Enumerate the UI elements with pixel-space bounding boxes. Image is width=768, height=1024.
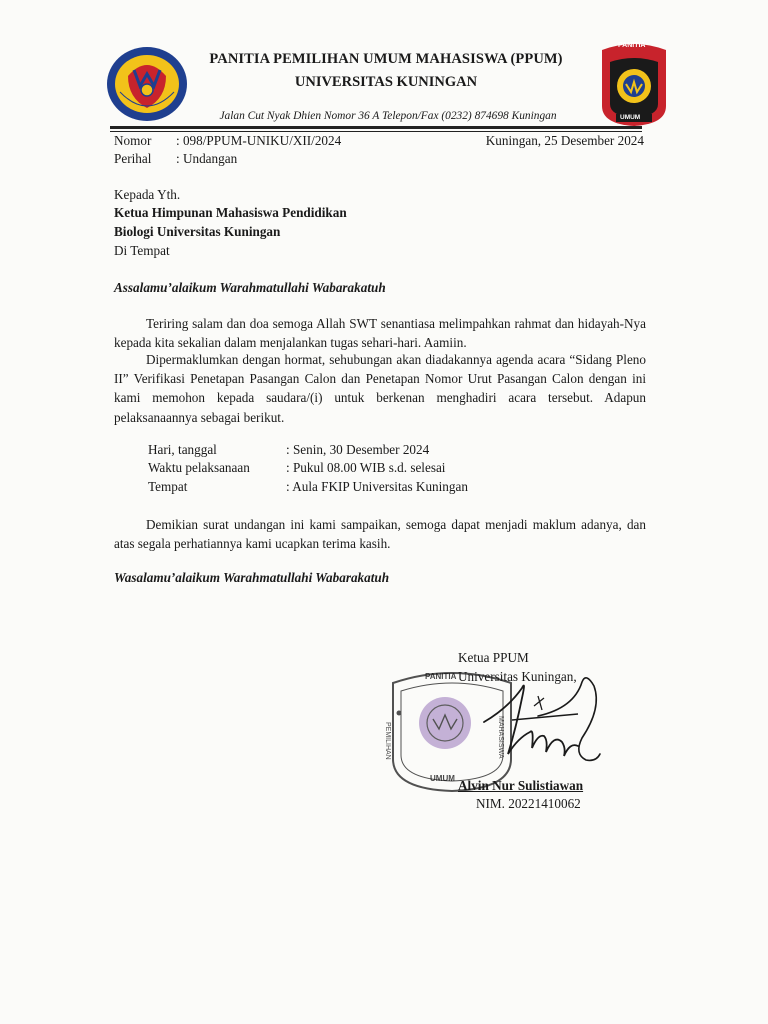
org-address: Jalan Cut Nyak Dhien Nomor 36 A Telepon/Fax (0232) 874698 Kuningan bbox=[219, 110, 557, 122]
signer-university: Universitas Kuningan, bbox=[458, 669, 577, 684]
detail-value-date: : Senin, 30 Desember 2024 bbox=[286, 442, 430, 457]
body-paragraph-3: Demikian surat undangan ini kami sampaikan, semoga dapat menjadi maklum adanya, dan atas segala perhatiannya kami ucapkan terima kasih. bbox=[114, 517, 646, 552]
recipient-line-1: Ketua Himpunan Mahasiswa Pendidikan bbox=[114, 205, 347, 220]
signer-title: Ketua PPUM bbox=[458, 650, 529, 665]
perihal-label: Perihal bbox=[114, 151, 152, 166]
ppum-logo-bottom-text: UMUM bbox=[620, 114, 641, 121]
letter-date: Kuningan, 25 Desember 2024 bbox=[485, 133, 644, 148]
perihal-value: : Undangan bbox=[176, 151, 238, 166]
detail-value-time: : Pukul 08.00 WIB s.d. selesai bbox=[286, 460, 446, 475]
org-name: PANITIA PEMILIHAN UMUM MAHASISWA (PPUM) bbox=[209, 51, 563, 67]
recipient-salutation: Kepada Yth. bbox=[114, 187, 181, 202]
university-name: UNIVERSITAS KUNINGAN bbox=[294, 74, 478, 90]
closing-greeting: Wasalamu’alaikum Warahmatullahi Wabarakatuh bbox=[114, 570, 390, 585]
nomor-value: : 098/PPUM-UNIKU/XII/2024 bbox=[176, 133, 342, 148]
signer-name: Alvin Nur Sulistiawan bbox=[458, 778, 584, 793]
body-paragraph-2: Dipermaklumkan dengan hormat, sehubungan akan diadakannya agenda acara “Sidang Pleno II” Verifikasi Penetapan Pasangan Calon dan Penetapan Nomor Urut Pasangan Calon dengan ini kami memohon kepada saudara/(i) untuk berkenan menghadiri acara tersebut. Adapun pelaksanaannya sebagai berikut. bbox=[114, 352, 646, 425]
detail-label-time: Waktu pelaksanaan bbox=[148, 460, 250, 475]
signer-nim: NIM. 20221410062 bbox=[476, 796, 581, 811]
nomor-label: Nomor bbox=[114, 133, 152, 148]
recipient-line-2: Biologi Universitas Kuningan bbox=[114, 224, 281, 239]
header-rule-thin bbox=[110, 131, 642, 132]
ppum-logo-top-text: PANITIA bbox=[618, 42, 646, 49]
detail-label-date: Hari, tanggal bbox=[148, 442, 217, 457]
stamp-left-text: PEMILIHAN bbox=[384, 722, 391, 760]
university-logo bbox=[106, 46, 188, 122]
stamp-bottom-text: UMUM bbox=[430, 774, 455, 783]
recipient-place: Di Tempat bbox=[114, 243, 170, 258]
stamp-top-text: PANITIA bbox=[425, 672, 457, 681]
detail-label-place: Tempat bbox=[148, 479, 188, 494]
body-paragraph-1: Teriring salam dan doa semoga Allah SWT senantiasa melimpahkan rahmat dan hidayah-Nya kepada kita sekalian dalam menjalankan tugas sehari-hari. Aamiin. bbox=[114, 316, 646, 351]
opening-greeting: Assalamu’alaikum Warahmatullahi Wabarakatuh bbox=[114, 280, 386, 295]
header-rule-thick bbox=[110, 126, 642, 129]
stamp-right-text: MAHASISWA bbox=[497, 716, 504, 759]
detail-value-place: : Aula FKIP Universitas Kuningan bbox=[286, 479, 468, 494]
handwritten-signature bbox=[478, 668, 606, 776]
